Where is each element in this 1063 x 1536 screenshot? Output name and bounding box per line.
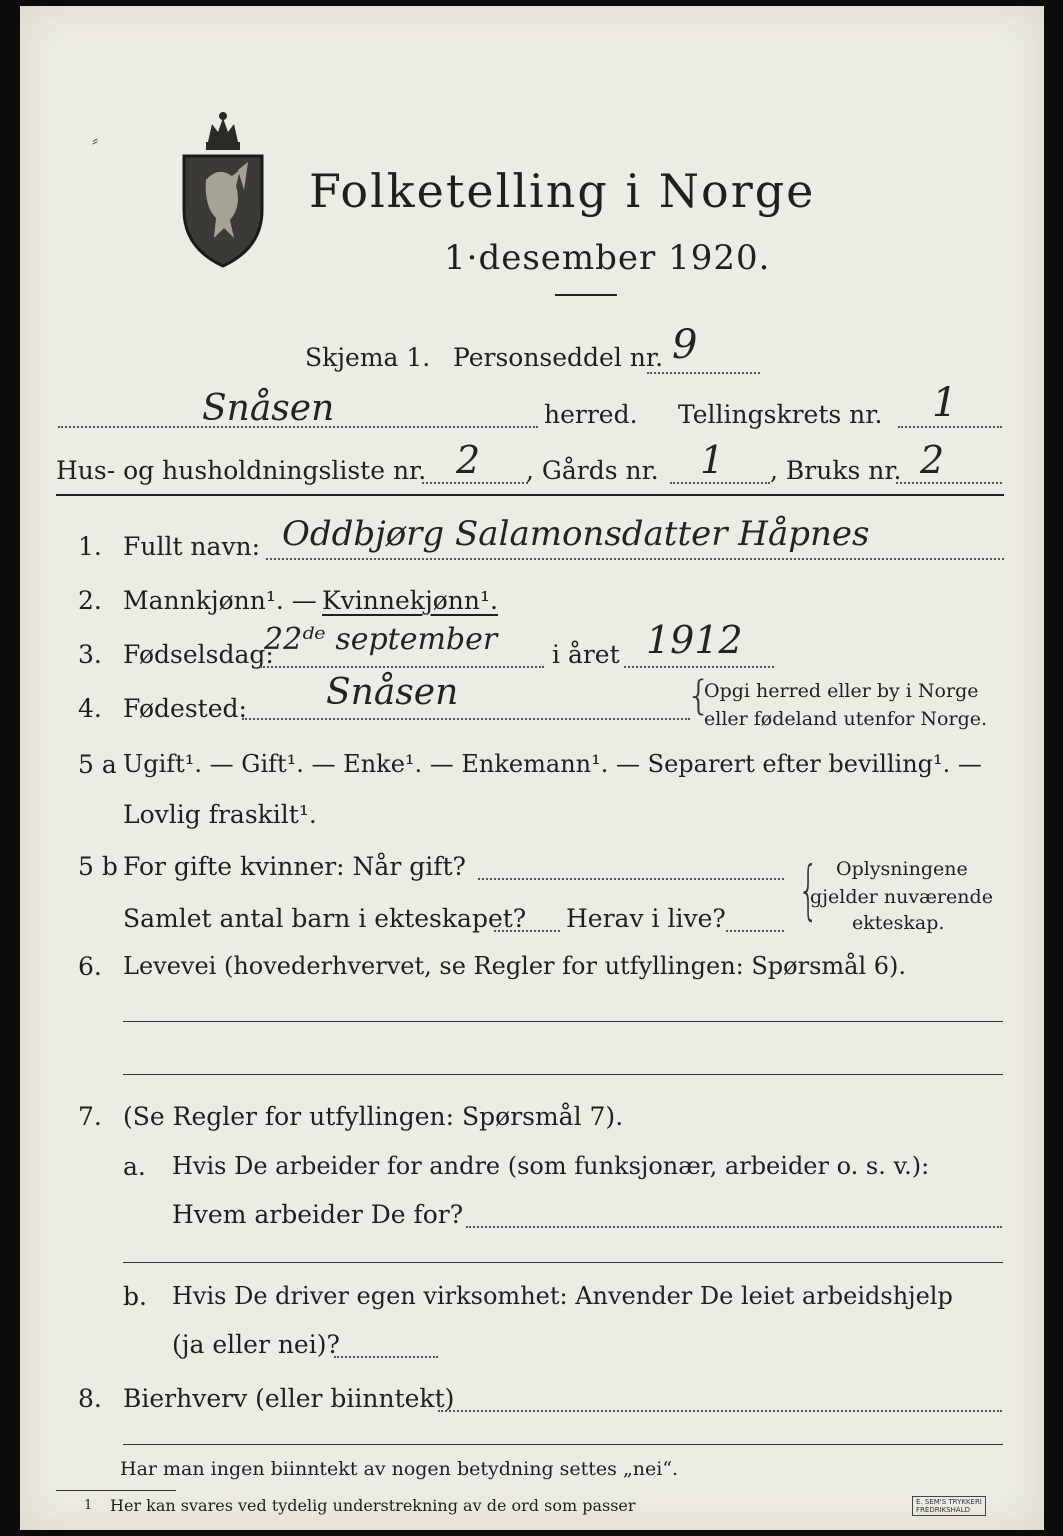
tellingskrets-value[interactable]: 1 [932, 380, 958, 426]
q5a-number: 5 a [78, 750, 117, 779]
q5b-note-line1: Oplysningene [836, 858, 968, 880]
q8-number: 8. [78, 1384, 102, 1413]
page-title: Folketelling i Norge [309, 164, 816, 218]
q7a-employer-label: Hvem arbeider De for? [172, 1200, 464, 1229]
q3-number: 3. [78, 640, 102, 669]
printer-stamp: E. SEM'S TRYKKERI FREDRIKSHALD [912, 1496, 986, 1516]
full-name-value[interactable]: Oddbjørg Salamonsdatter Håpnes [282, 514, 870, 554]
census-form-sheet: ⸗ Folketelling i Norge 1·desember 1920. Skjema 1. Personseddel nr. 9 Snåsen herred. Tellingskrets nr. 1 Hus- og husholdningsliste nr. 2 , Gårds nr. 1 , Bruks nr. 2 1. Fullt navn: Oddbjørg Salamonsdatter Håpnes 2. Mannkjønn¹. — Kvinnekjønn¹. 3. Fødselsdag: 22ᵈᵉ september i året 1912 4. Fødested: Snåsen { Opgi herred eller by i Norge eller fødeland utenfor Norge. 5 a Ugift¹. — Gift¹. — Enke¹. — Enkemann¹. — Separert efter bevilling¹. — Lovlig fraskilt¹. 5 b For gifte kvinner: Når gift? Samlet antal barn i ekteskapet? Herav i live? { Oplysningene gjelder nuværende ekteskap. 6. Levevei (hovederhvervet, se Regler for utfyllingen: Spørsmål 6). 7. (Se Regler for utfyllingen: Spørsmål 7). a. Hvis De arbeider for andre (som funksjonær, arbeider o. s. v.): Hvem arbeider De for? b. Hvis De driver egen virksomhet: Anvender De leiet arbeidshjelp (ja eller nei)? 8. Bierhverv (eller biinntekt) Har man ingen biinntekt av nogen betydning settes „nei“. 1 Her kan svares ved tydelig understrekning av de ord som passer E. SEM'S TRYKKERI FREDRIKSHALD [20, 6, 1044, 1530]
coat-of-arms-icon [178, 110, 268, 270]
q7-number: 7. [78, 1102, 102, 1131]
q1-label: Fullt navn: [123, 532, 261, 561]
marital-status-options[interactable]: Ugift¹. — Gift¹. — Enke¹. — Enkemann¹. — Separert efter bevilling¹. — [123, 750, 982, 778]
bruks-label: , Bruks nr. [770, 456, 902, 485]
q7b-label: Hvis De driver egen virksomhet: Anvender De leiet arbeidshjelp [172, 1282, 953, 1310]
q7a-label: Hvis De arbeider for andre (som funksjonær, arbeider o. s. v.): [172, 1152, 930, 1180]
employer-line[interactable] [123, 1262, 1003, 1263]
q3-year-label: i året [552, 640, 620, 669]
q1-number: 1. [78, 532, 102, 561]
q5b-note-line3: ekteskap. [852, 912, 945, 934]
q7a-letter: a. [123, 1152, 146, 1181]
herred-value[interactable]: Snåsen [202, 388, 335, 429]
q7-label: (Se Regler for utfyllingen: Spørsmål 7). [123, 1102, 624, 1131]
q5b-when-married-label: For gifte kvinner: Når gift? [123, 852, 466, 881]
footnote-text: Her kan svares ved tydelig understrekning av de ord som passer [110, 1496, 636, 1515]
q6-number: 6. [78, 952, 102, 981]
bruks-value[interactable]: 2 [920, 438, 945, 482]
side-income-field[interactable] [438, 1410, 1002, 1412]
side-income-line[interactable] [123, 1444, 1003, 1445]
herred-label: herred. [544, 400, 638, 429]
husholdningsliste-label: Hus- og husholdningsliste nr. [56, 456, 427, 485]
footnote-number: 1 [84, 1498, 93, 1513]
husholdningsliste-value[interactable]: 2 [456, 438, 481, 482]
q8-label: Bierhverv (eller biinntekt) [123, 1384, 455, 1413]
hired-help-field[interactable] [334, 1356, 438, 1358]
q3-label: Fødselsdag: [123, 640, 274, 669]
side-income-note: Har man ingen biinntekt av nogen betydning settes „nei“. [120, 1458, 679, 1480]
q5b-alive-label: Herav i live? [566, 904, 726, 933]
q6-label: Levevei (hovederhvervet, se Regler for utfyllingen: Spørsmål 6). [123, 952, 907, 980]
q7b-yes-no-label: (ja eller nei)? [172, 1330, 340, 1359]
marital-status-divorced[interactable]: Lovlig fraskilt¹. [123, 800, 317, 829]
gards-label: , Gårds nr. [526, 456, 659, 485]
q4-note-line1: Opgi herred eller by i Norge [704, 680, 979, 702]
q4-note-line2: eller fødeland utenfor Norge. [704, 708, 988, 730]
personseddel-label: Personseddel nr. [453, 343, 664, 372]
birth-year-value[interactable]: 1912 [646, 618, 743, 662]
header-divider [56, 494, 1004, 496]
employer-field[interactable] [466, 1226, 1002, 1228]
occupation-line-2[interactable] [123, 1074, 1003, 1075]
skjema-label: Skjema 1. [305, 343, 431, 372]
q4-label: Fødested: [123, 694, 247, 723]
occupation-line-1[interactable] [123, 1021, 1003, 1022]
q2-number: 2. [78, 586, 102, 615]
q5b-children-label: Samlet antal barn i ekteskapet? [123, 904, 527, 933]
q5b-number: 5 b [78, 852, 118, 881]
gards-value[interactable]: 1 [700, 438, 725, 482]
birthday-value[interactable]: 22ᵈᵉ september [264, 622, 498, 657]
title-divider [555, 294, 617, 296]
personseddel-value[interactable]: 9 [672, 322, 698, 368]
gender-male-option[interactable]: Mannkjønn¹. — [123, 586, 317, 615]
q4-number: 4. [78, 694, 102, 723]
gender-female-option[interactable]: Kvinnekjønn¹. [322, 586, 498, 615]
tellingskrets-label: Tellingskrets nr. [678, 400, 883, 429]
q5b-note-line2: gjelder nuværende [810, 886, 993, 908]
census-date: 1·desember 1920. [444, 238, 771, 278]
q7b-letter: b. [123, 1282, 147, 1311]
birthplace-value[interactable]: Snåsen [326, 672, 459, 713]
